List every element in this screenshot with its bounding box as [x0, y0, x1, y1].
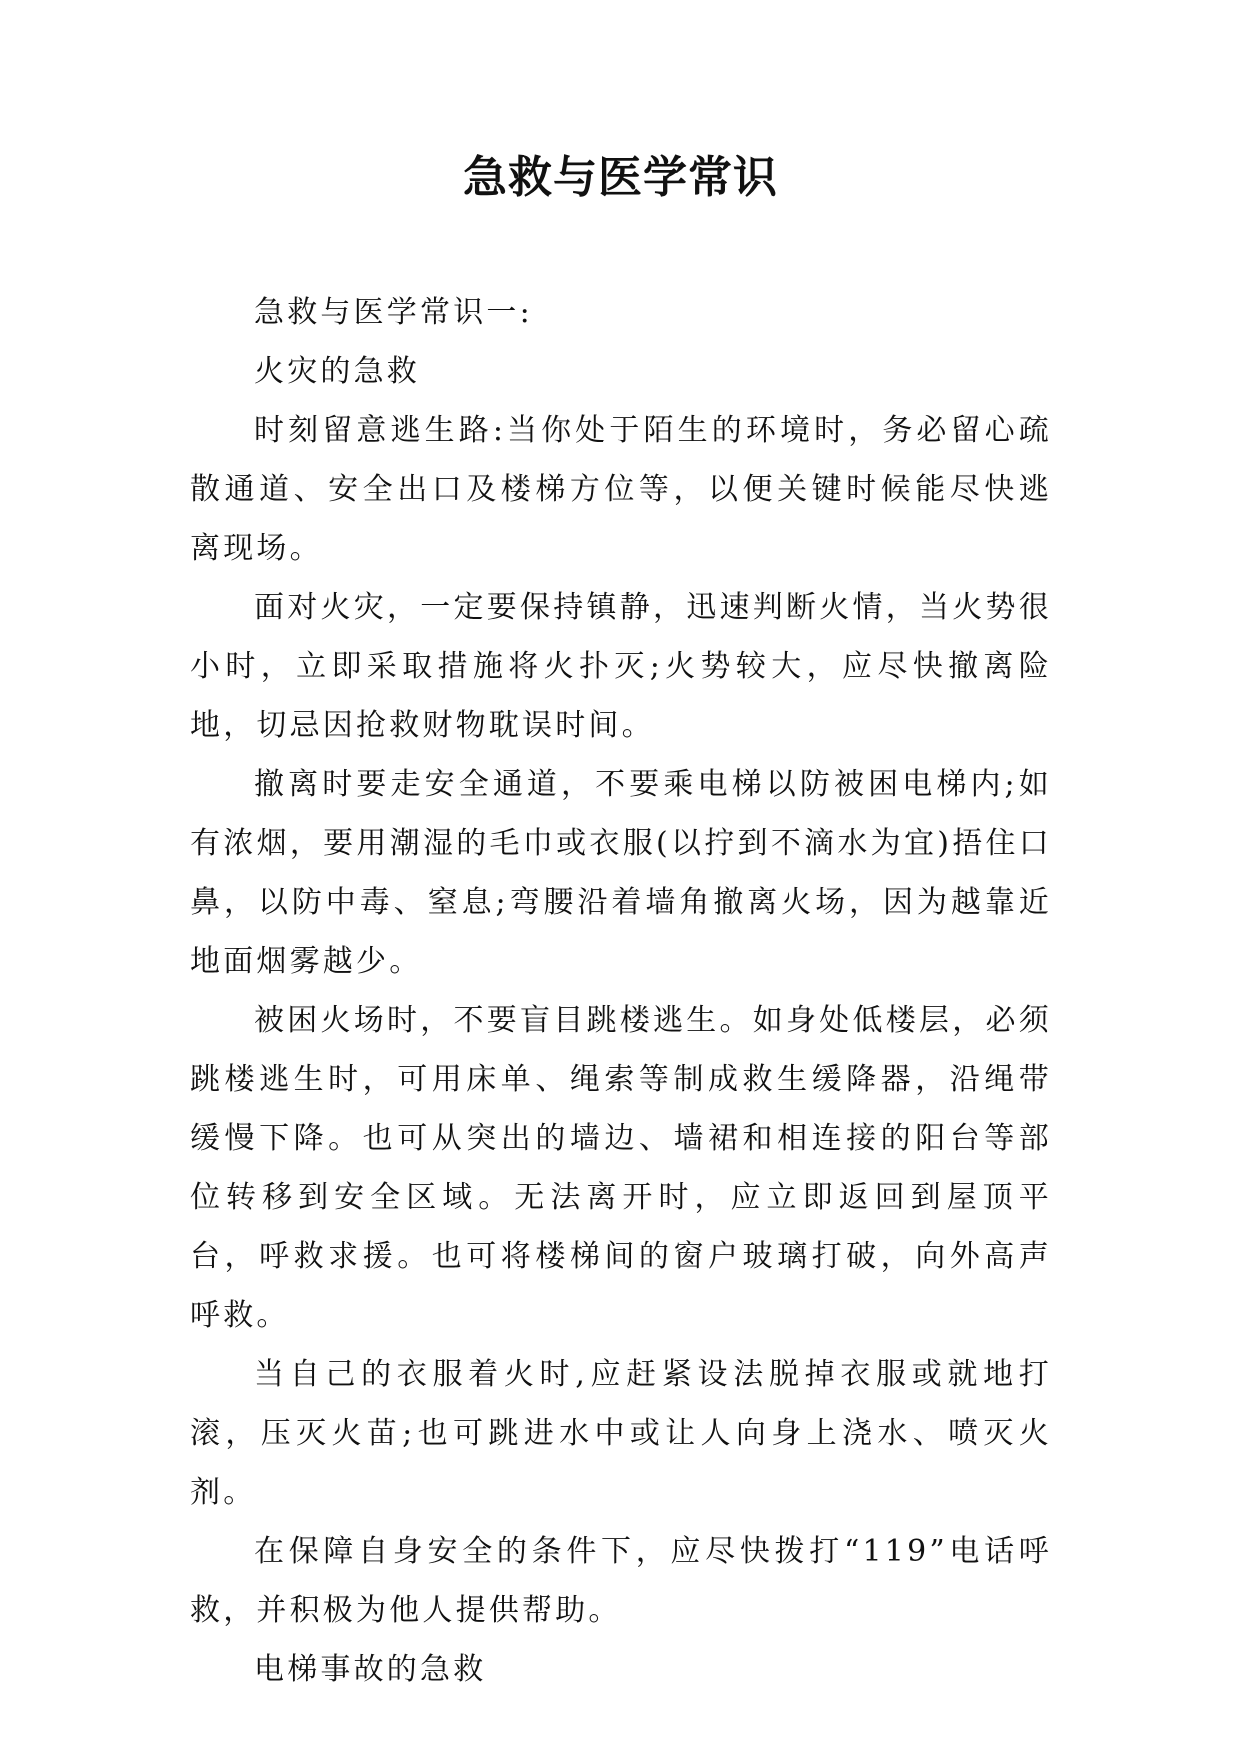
heading-part-one: 急救与医学常识一:: [254, 295, 533, 330]
document-body: [190, 283, 1052, 1699]
paragraph-stay-calm: 面对火灾，一定要保持镇静，迅速判断火情，当火势很小时，立即采取措施将火扑灭;火势较大，应尽快撤离险地，切忌因抢救财物耽误时间。: [190, 590, 1052, 743]
paragraph-evacuation: 撤离时要走安全通道，不要乘电梯以防被困电梯内;如有浓烟，要用潮湿的毛巾或衣服(以拧到不滴水为宜)捂住口鼻，以防中毒、窒息;弯腰沿着墙角撤离火场，因为越靠近地面烟雾越少。: [190, 767, 1052, 979]
heading-elevator-accident: 电梯事故的急救: [254, 1652, 487, 1687]
heading-fire-first-aid: 火灾的急救: [254, 354, 420, 389]
paragraph-escape-route: 时刻留意逃生路:当你处于陌生的环境时，务必留心疏散通道、安全出口及楼梯方位等，以便关键时候能尽快逃离现场。: [190, 413, 1052, 566]
paragraph-call-119: 在保障自身安全的条件下，应尽快拨打“119”电话呼救，并积极为他人提供帮助。: [190, 1534, 1052, 1628]
paragraph-trapped: 被困火场时，不要盲目跳楼逃生。如身处低楼层，必须跳楼逃生时，可用床单、绳索等制成救生缓降器，沿绳带缓慢下降。也可从突出的墙边、墙裙和相连接的阳台等部位转移到安全区域。无法离开时，应立即返回到屋顶平台，呼救求援。也可将楼梯间的窗户玻璃打破，向外高声呼救。: [190, 1003, 1052, 1333]
document-title: 急救与医学常识: [463, 152, 778, 203]
paragraph-clothes-on-fire: 当自己的衣服着火时,应赶紧设法脱掉衣服或就地打滚，压灭火苗;也可跳进水中或让人向身上浇水、喷灭火剂。: [190, 1357, 1052, 1510]
